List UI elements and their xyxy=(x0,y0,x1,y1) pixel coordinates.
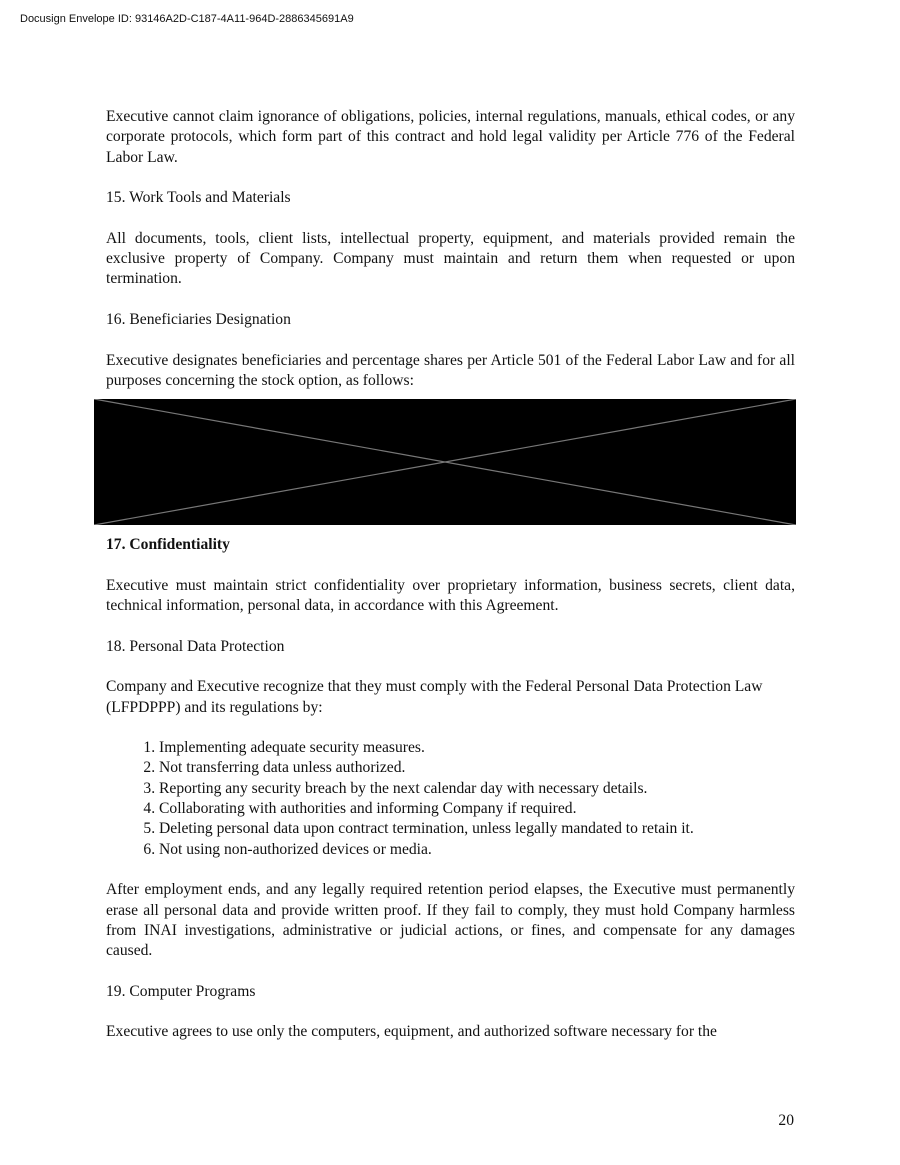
section-18-heading: 18. Personal Data Protection xyxy=(106,637,285,655)
list-item: 3. Reporting any security breach by the next calendar day with necessary details. xyxy=(159,779,795,799)
redaction-cross xyxy=(94,399,796,525)
section-19-body: Executive agrees to use only the computers, equipment, and authorized software necessary for the xyxy=(106,1023,717,1041)
envelope-id: Docusign Envelope ID: 93146A2D-C187-4A11-964D-2886345691A9 xyxy=(20,13,354,25)
data-protection-list xyxy=(106,738,795,860)
section-18-closing: After employment ends, and any legally required retention period elapses, the Executive must permanently erase all personal data and provide written proof. If they fail to comply, they must hold Company harmless from INAI investigations, administrative or judicial actions, or fines, and compensate for any damages caused. xyxy=(106,881,795,960)
document-body xyxy=(106,107,795,1043)
list-item: 1. Implementing adequate security measures. xyxy=(159,738,795,758)
list-item: 5. Deleting personal data upon contract termination, unless legally mandated to retain it. xyxy=(159,819,795,839)
redaction-box xyxy=(94,399,796,525)
section-18-intro: Company and Executive recognize that they must comply with the Federal Personal Data Protection Law (LFPDPPP) and its regulations by: xyxy=(106,678,763,716)
section-16-heading: 16. Beneficiaries Designation xyxy=(106,310,291,328)
intro-paragraph: Executive cannot claim ignorance of obligations, policies, internal regulations, manuals, ethical codes, or any corporate protocols, which form part of this contract and hold legal validity per Article 776 of the Federal Labor Law. xyxy=(106,108,795,166)
section-17-heading: 17. Confidentiality xyxy=(106,536,230,554)
section-16-body: Executive designates beneficiaries and percentage shares per Article 501 of the Federal Labor Law and for all purposes concerning the stock option, as follows: xyxy=(106,351,795,389)
list-item: 2. Not transferring data unless authorized. xyxy=(159,758,795,778)
list-item: 6. Not using non-authorized devices or media. xyxy=(159,840,795,860)
section-15-body: All documents, tools, client lists, intellectual property, equipment, and materials provided remain the exclusive property of Company. Company must maintain and return them when requested or upon termination. xyxy=(106,229,795,288)
section-19-heading: 19. Computer Programs xyxy=(106,982,256,1000)
page-number: 20 xyxy=(778,1112,794,1129)
section-15-heading: 15. Work Tools and Materials xyxy=(106,189,291,207)
section-17-body: Executive must maintain strict confidentiality over proprietary information, business secrets, client data, technical information, personal data, in accordance with this Agreement. xyxy=(106,576,795,615)
list-item: 4. Collaborating with authorities and informing Company if required. xyxy=(159,799,795,819)
